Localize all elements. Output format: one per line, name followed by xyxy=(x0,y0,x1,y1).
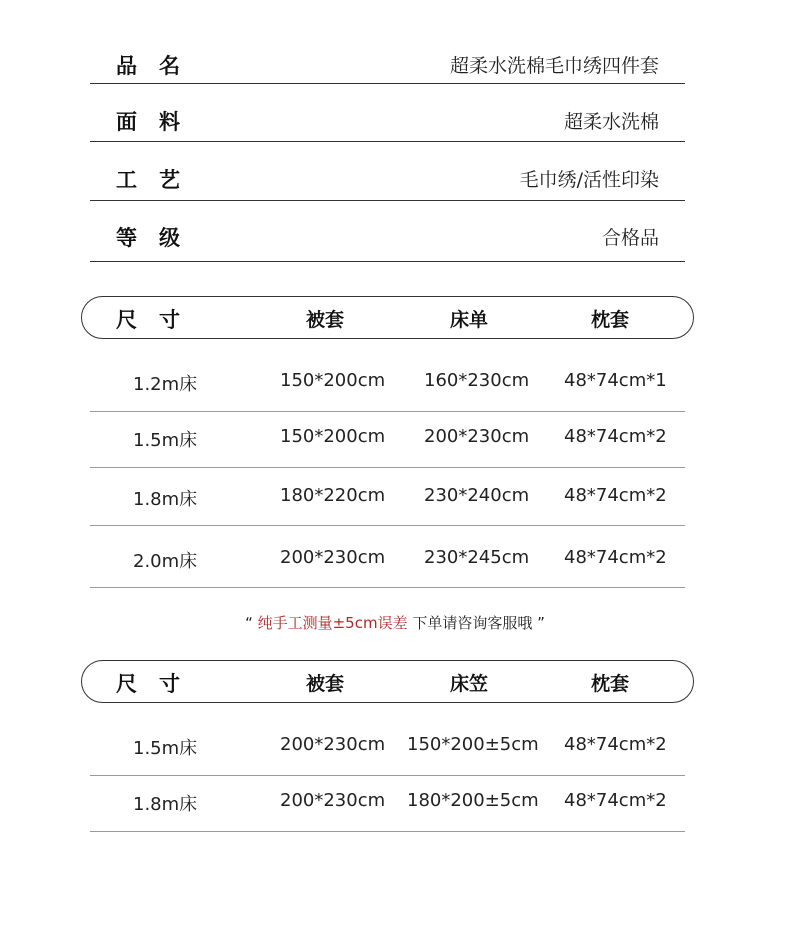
cell-pillowcase: 48*74cm*1 xyxy=(564,370,667,391)
table-header xyxy=(81,296,694,339)
cell-bed-sheet: 230*245cm xyxy=(424,547,530,568)
header-fitted-sheet: 床笠 xyxy=(450,673,489,695)
header-size: 尺 寸 xyxy=(116,308,180,332)
cell-pillowcase: 48*74cm*2 xyxy=(564,734,667,755)
cell-bed-size: 2.0m床 xyxy=(133,551,198,572)
size-table-1 xyxy=(81,296,694,572)
header-duvet-cover: 被套 xyxy=(306,673,345,695)
info-row-fabric xyxy=(90,84,685,142)
header-pillowcase: 枕套 xyxy=(591,309,630,331)
info-value: 超柔水洗棉毛巾绣四件套 xyxy=(449,55,659,77)
info-row-craft xyxy=(90,142,685,201)
cell-bed-size: 1.5m床 xyxy=(133,430,198,451)
cell-duvet-cover: 200*230cm xyxy=(280,547,386,568)
info-value: 合格品 xyxy=(601,227,659,249)
cell-bed-sheet: 230*240cm xyxy=(424,485,530,506)
note-open-quote: “ xyxy=(245,614,258,632)
info-row-grade xyxy=(90,201,685,262)
table-row xyxy=(90,526,685,588)
cell-fitted-sheet: 180*200±5cm xyxy=(407,790,539,811)
info-value: 超柔水洗棉 xyxy=(563,111,659,133)
table-row xyxy=(90,412,685,468)
cell-bed-sheet: 200*230cm xyxy=(424,426,530,447)
cell-pillowcase: 48*74cm*2 xyxy=(564,426,667,447)
info-row-name xyxy=(90,42,685,84)
note-close-quote: ” xyxy=(532,614,545,632)
table-row xyxy=(90,703,685,776)
cell-pillowcase: 48*74cm*2 xyxy=(564,485,667,506)
cell-duvet-cover: 200*230cm xyxy=(280,734,386,755)
cell-fitted-sheet: 150*200±5cm xyxy=(407,734,539,755)
size-table-2 xyxy=(81,660,694,815)
header-pillowcase: 枕套 xyxy=(591,673,630,695)
measurement-note xyxy=(0,612,790,633)
table-body xyxy=(90,339,685,588)
cell-duvet-cover: 180*220cm xyxy=(280,485,386,506)
table-header xyxy=(81,660,694,703)
info-value: 毛巾绣/活性印染 xyxy=(519,169,659,191)
table-row xyxy=(90,339,685,412)
info-label: 品 名 xyxy=(116,54,180,78)
info-label: 工 艺 xyxy=(116,168,180,192)
cell-bed-size: 1.8m床 xyxy=(133,794,198,815)
cell-pillowcase: 48*74cm*2 xyxy=(564,790,667,811)
cell-duvet-cover: 150*200cm xyxy=(280,370,386,391)
note-contact-text: 下单请咨询客服哦 xyxy=(407,614,533,632)
table-body xyxy=(90,703,685,832)
header-duvet-cover: 被套 xyxy=(306,309,345,331)
header-bed-sheet: 床单 xyxy=(450,309,489,331)
cell-bed-size: 1.2m床 xyxy=(133,374,198,395)
table-row xyxy=(90,468,685,526)
cell-bed-size: 1.8m床 xyxy=(133,489,198,510)
product-info xyxy=(90,42,685,262)
header-size: 尺 寸 xyxy=(116,672,180,696)
cell-pillowcase: 48*74cm*2 xyxy=(564,547,667,568)
cell-bed-sheet: 160*230cm xyxy=(424,370,530,391)
table-row xyxy=(90,776,685,832)
cell-duvet-cover: 200*230cm xyxy=(280,790,386,811)
info-label: 等 级 xyxy=(116,226,180,250)
cell-bed-size: 1.5m床 xyxy=(133,738,198,759)
cell-duvet-cover: 150*200cm xyxy=(280,426,386,447)
info-label: 面 料 xyxy=(116,110,180,134)
note-error-text: 纯手工测量±5cm误差 xyxy=(257,614,408,632)
